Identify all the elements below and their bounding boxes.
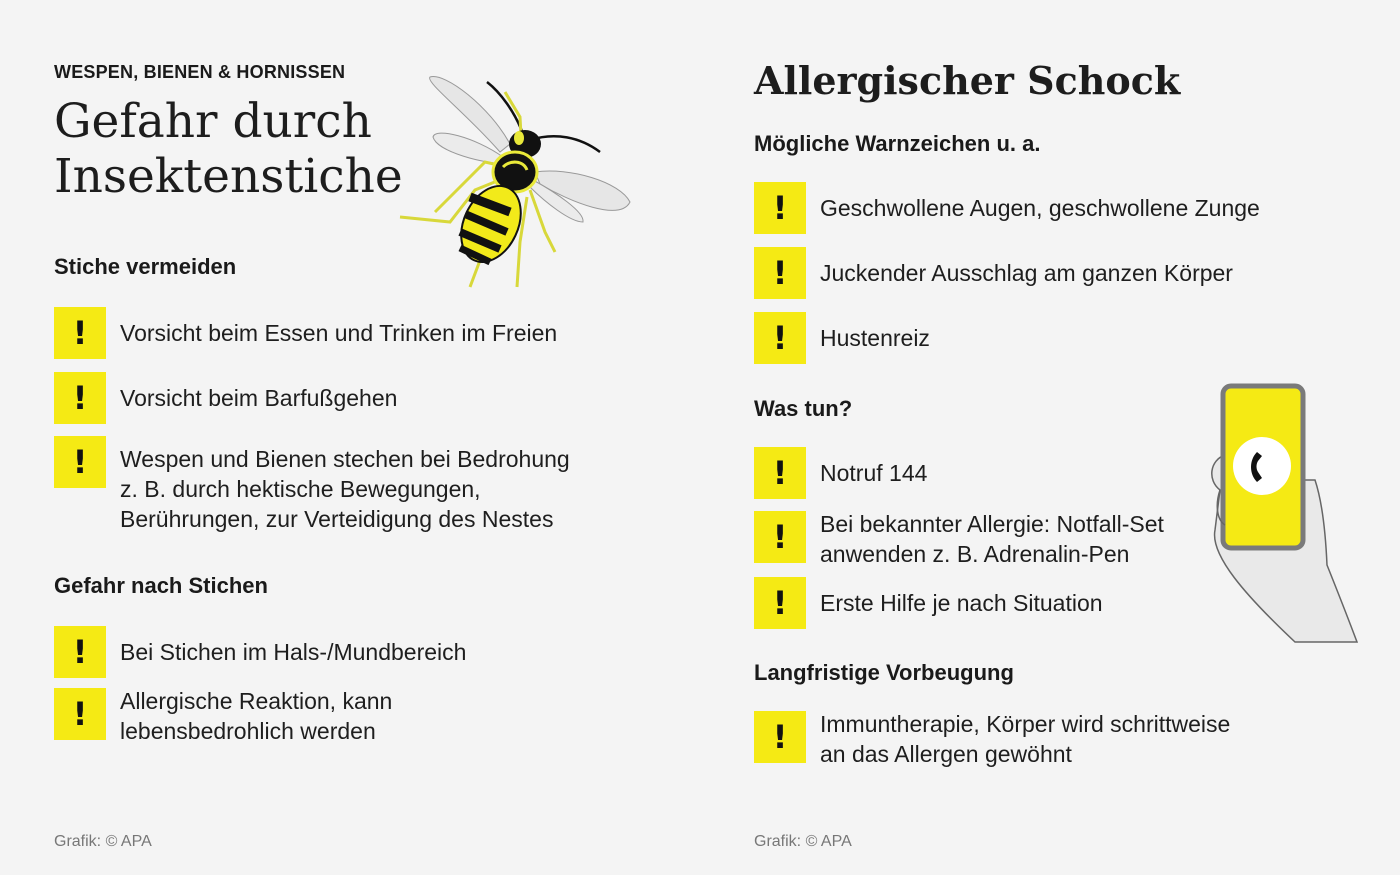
credit: Grafik: © APA [54, 833, 152, 850]
section-heading-danger: Gefahr nach Stichen [54, 573, 268, 598]
section-heading-avoid: Stiche vermeiden [54, 254, 237, 279]
warning-badge-icon: ! [54, 688, 106, 740]
list-item [54, 372, 397, 424]
item-text: Juckender Ausschlag am ganzen Körper [820, 260, 1233, 286]
item-text-line: z. B. durch hektische Bewegungen, [120, 476, 481, 502]
item-text [120, 444, 570, 534]
section-heading-prevention: Langfristige Vorbeugung [754, 660, 1014, 685]
list-item [54, 688, 392, 746]
list-item [54, 436, 570, 534]
warning-badge-icon: ! [754, 312, 806, 364]
title-line-2: Insektenstiche [54, 149, 403, 204]
title-line-1: Gefahr durch [54, 94, 372, 149]
list-item [54, 626, 466, 678]
item-text-line: anwenden z. B. Adrenalin-Pen [820, 541, 1130, 567]
item-text-line: Allergische Reaktion, kann [120, 688, 393, 714]
item-text-line: Berührungen, zur Verteidigung des Nestes [120, 506, 554, 532]
item-text [820, 709, 1230, 769]
list-item [754, 711, 1230, 769]
list-item [754, 247, 1233, 299]
warning-badge-icon: ! [754, 577, 806, 629]
item-text: Erste Hilfe je nach Situation [820, 590, 1103, 616]
warning-badge-icon: ! [54, 372, 106, 424]
list-item [754, 182, 1260, 234]
item-text-line: Bei bekannter Allergie: Notfall-Set [820, 511, 1164, 537]
item-text-line: an das Allergen gewöhnt [820, 741, 1072, 767]
warning-badge-icon: ! [54, 626, 106, 678]
list-item [54, 307, 557, 359]
list-item [754, 511, 1164, 569]
item-text: Hustenreiz [820, 325, 930, 351]
phone-in-hand-icon [1205, 380, 1365, 645]
list-item [754, 577, 1103, 629]
item-text: Vorsicht beim Barfußgehen [120, 385, 398, 411]
warning-badge-icon: ! [754, 182, 806, 234]
list-item [754, 447, 927, 499]
section-title-shock: Allergischer Schock [754, 58, 1181, 103]
warning-badge-icon: ! [754, 711, 806, 763]
wasp-icon [395, 72, 635, 297]
warning-badge-icon: ! [54, 307, 106, 359]
item-text: Bei Stichen im Hals-/Mundbereich [120, 639, 467, 665]
warning-badge-icon: ! [754, 247, 806, 299]
warning-badge-icon: ! [54, 436, 106, 488]
warning-badge-icon: ! [754, 511, 806, 563]
item-text-line: Wespen und Bienen stechen bei Bedrohung [120, 446, 570, 472]
item-text-line: Immuntherapie, Körper wird schrittweise [820, 711, 1231, 737]
section-heading-what-to-do: Was tun? [754, 396, 853, 421]
item-text [120, 686, 392, 746]
item-text: Vorsicht beim Essen und Trinken im Freien [120, 320, 558, 346]
credit: Grafik: © APA [754, 833, 852, 850]
kicker: WESPEN, BIENEN & HORNISSEN [54, 62, 346, 82]
item-text: Notruf 144 [820, 460, 928, 486]
item-text: Geschwollene Augen, geschwollene Zunge [820, 195, 1260, 221]
page-title [54, 94, 403, 204]
list-item [754, 312, 930, 364]
section-heading-signs: Mögliche Warnzeichen u. a. [754, 131, 1041, 156]
item-text [820, 509, 1164, 569]
warning-badge-icon: ! [754, 447, 806, 499]
item-text-line: lebensbedrohlich werden [120, 718, 376, 744]
